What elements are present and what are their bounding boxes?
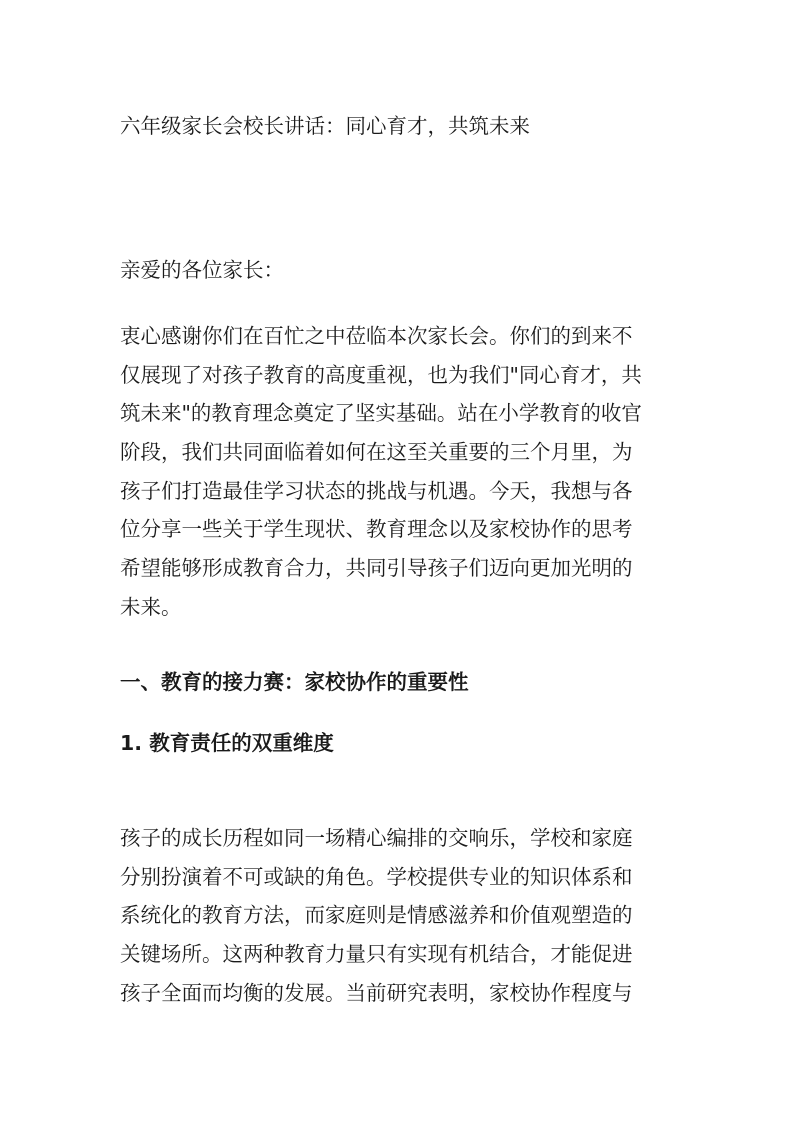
paragraph-line: 孩子全面而均衡的发展。当前研究表明，家校协作程度与 <box>120 980 633 1005</box>
body-paragraph <box>120 819 676 1012</box>
section-heading: 一、教育的接力赛：家校协作的重要性 <box>120 670 469 694</box>
paragraph-line: 阶段，我们共同面临着如何在这至关重要的三个月里，为 <box>120 440 633 465</box>
intro-paragraph <box>120 317 676 627</box>
paragraph-line: 分别扮演着不可或缺的角色。学校提供专业的知识体系和 <box>120 864 633 889</box>
document-title: 六年级家长会校长讲话：同心育才，共筑未来 <box>120 114 530 138</box>
paragraph-line: 位分享一些关于学生现状、教育理念以及家校协作的思考 <box>120 517 633 542</box>
paragraph-line: 仅展现了对孩子教育的高度重视，也为我们"同心育才，共 <box>120 362 642 387</box>
paragraph-line: 系统化的教育方法，而家庭则是情感滋养和价值观塑造的 <box>120 903 633 928</box>
paragraph-line: 筑未来"的教育理念奠定了坚实基础。站在小学教育的收官 <box>120 401 642 426</box>
greeting: 亲爱的各位家长： <box>120 258 284 282</box>
paragraph-line: 孩子们打造最佳学习状态的挑战与机遇。今天，我想与各 <box>120 478 633 503</box>
paragraph-line: 关键场所。这两种教育力量只有实现有机结合，才能促进 <box>120 942 633 967</box>
subsection-heading: 1. 教育责任的双重维度 <box>120 731 334 755</box>
paragraph-line: 衷心感谢你们在百忙之中莅临本次家长会。你们的到来不 <box>120 324 633 348</box>
paragraph-line: 孩子的成长历程如同一场精心编排的交响乐，学校和家庭 <box>120 826 633 850</box>
paragraph-line: 未来。 <box>120 594 182 619</box>
paragraph-line: 希望能够形成教育合力，共同引导孩子们迈向更加光明的 <box>120 556 633 581</box>
